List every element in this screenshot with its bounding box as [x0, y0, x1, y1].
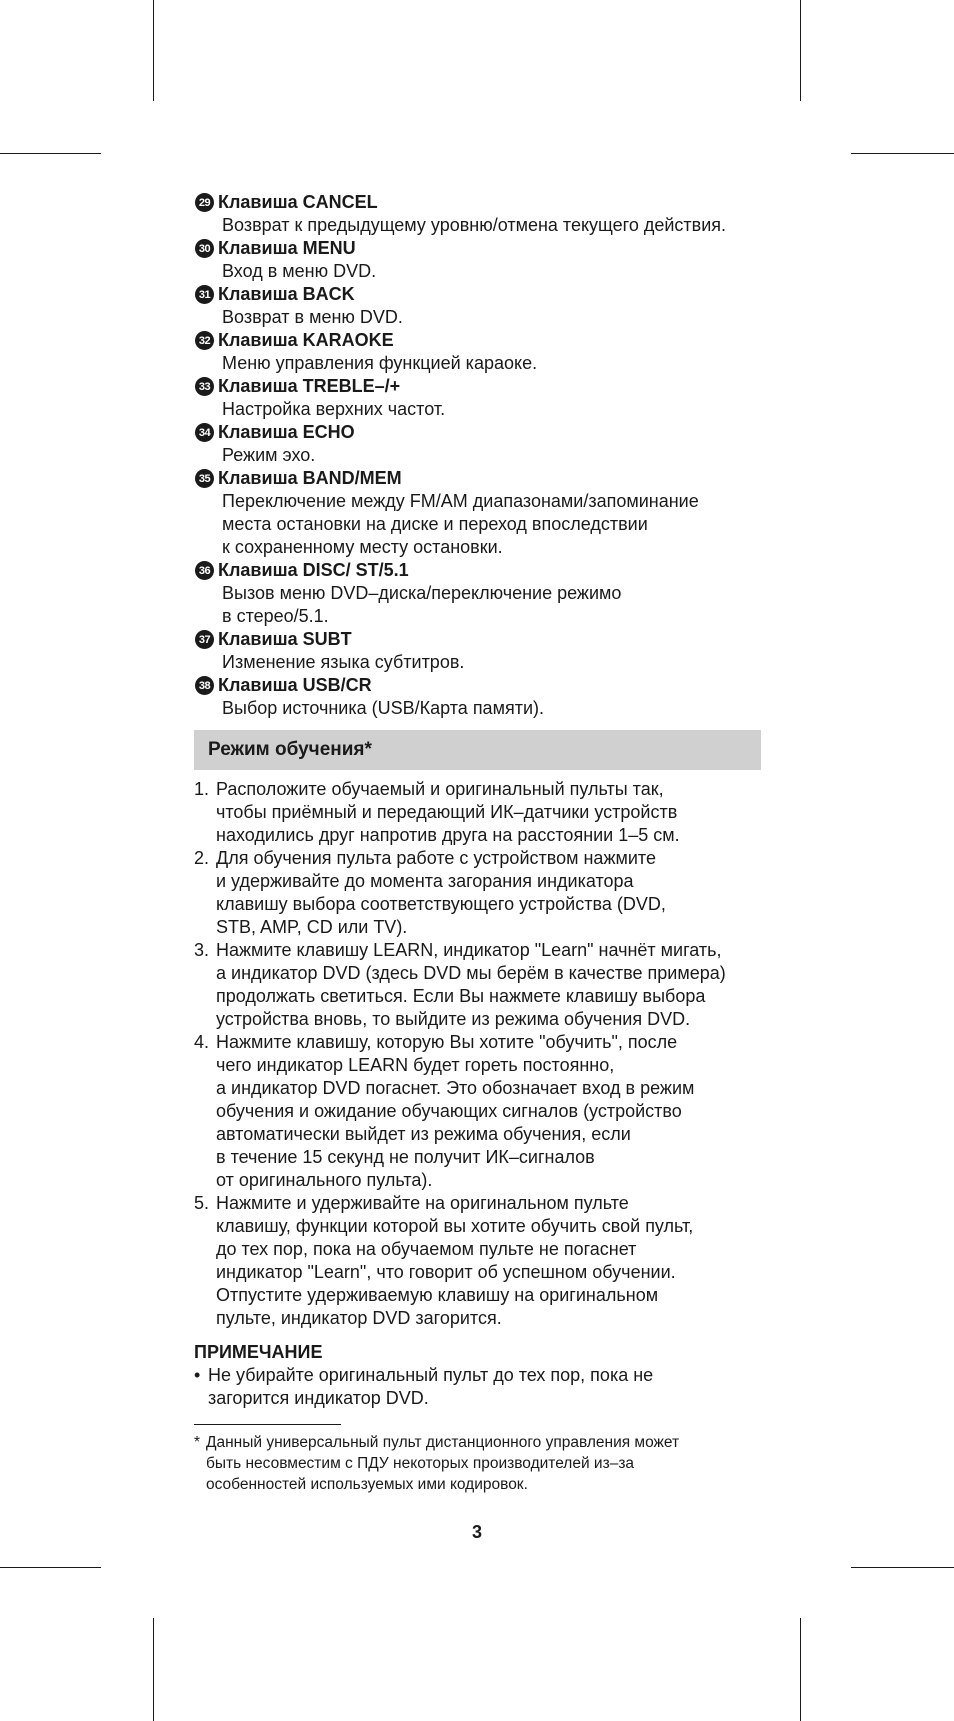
- step-text: Расположите обучаемый и оригинальный пульты так, чтобы приёмный и передающий ИК–датчики устройств находились друг напротив друга на расстоянии 1–5 см.: [216, 779, 680, 845]
- section-header: [194, 730, 761, 770]
- crop-mark: [851, 153, 954, 154]
- step-text: Нажмите клавишу, которую Вы хотите "обучить", после чего индикатор LEARN будет гореть постоянно, а индикатор DVD погаснет. Это обозначает вход в режим обучения и ожидание обучающих сигналов (устройство автоматически выйдет из режима обучения, если в течение 15 секунд не получит ИК–сигналов от оригинального пульта).: [216, 1032, 695, 1190]
- note-text: Не убирайте оригинальный пульт до тех пор, пока не загорится индикатор DVD.: [208, 1365, 654, 1408]
- key-item: [195, 329, 775, 375]
- key-title: Клавиша BACK: [218, 284, 355, 304]
- number-badge-icon: 35: [195, 469, 214, 488]
- footnote: [194, 1432, 774, 1495]
- number-badge-icon: 33: [195, 377, 214, 396]
- key-item: [195, 628, 775, 674]
- key-list: [195, 191, 775, 720]
- step-number: 4.: [194, 1032, 210, 1052]
- step-number: 1.: [194, 779, 210, 799]
- step-item: [194, 847, 774, 939]
- number-badge-icon: 36: [195, 561, 214, 580]
- note-item: [194, 1364, 774, 1410]
- key-description: Выбор источника (USB/Карта памяти).: [222, 698, 544, 718]
- note-block: [194, 1341, 774, 1410]
- key-description: Вход в меню DVD.: [222, 261, 377, 281]
- key-title: Клавиша BAND/MEM: [218, 468, 402, 488]
- key-description: Возврат в меню DVD.: [222, 307, 403, 327]
- key-item: [195, 421, 775, 467]
- crop-mark: [153, 1618, 154, 1721]
- key-description: Вызов меню DVD–диска/переключение режимо в стерео/5.1.: [222, 583, 622, 626]
- key-item: [195, 559, 775, 628]
- key-title: Клавиша DISC/ ST/5.1: [218, 560, 409, 580]
- key-item: [195, 674, 775, 720]
- key-item: [195, 191, 775, 237]
- number-badge-icon: 38: [195, 676, 214, 695]
- key-item: [195, 283, 775, 329]
- key-title: Клавиша MENU: [218, 238, 356, 258]
- step-item: [194, 1192, 774, 1330]
- key-title: Клавиша TREBLE–/+: [218, 376, 401, 396]
- bullet-icon: •: [194, 1365, 201, 1385]
- key-title: Клавиша SUBT: [218, 629, 352, 649]
- number-badge-icon: 30: [195, 239, 214, 258]
- note-title: ПРИМЕЧАНИЕ: [194, 1342, 323, 1362]
- number-badge-icon: 37: [195, 630, 214, 649]
- step-item: [194, 778, 774, 847]
- key-description: Настройка верхних частот.: [222, 399, 446, 419]
- step-text: Для обучения пульта работе с устройством нажмите и удерживайте до момента загорания индикатора клавишу выбора соответствующего устройства (DVD, STB, AMP, CD или TV).: [216, 848, 666, 937]
- crop-mark: [800, 1618, 801, 1721]
- step-number: 2.: [194, 848, 210, 868]
- section-title: Режим обучения*: [208, 739, 372, 760]
- footnote-text: Данный универсальный пульт дистанционного управления может быть несовместим с ПДУ некоторых производителей из–за особенностей используемых ими кодировок.: [206, 1434, 680, 1493]
- steps-list: [194, 778, 774, 1330]
- key-description: Возврат к предыдущему уровню/отмена текущего действия.: [222, 215, 727, 235]
- key-item: [195, 375, 775, 421]
- crop-mark: [851, 1567, 954, 1568]
- step-number: 3.: [194, 940, 210, 960]
- footnote-mark: *: [194, 1434, 201, 1451]
- crop-mark: [800, 0, 801, 101]
- key-description: Переключение между FM/AM диапазонами/запоминание места остановки на диске и переход впоследствии к сохраненному месту остановки.: [222, 491, 699, 557]
- footnote-rule: [194, 1424, 341, 1425]
- step-item: [194, 939, 774, 1031]
- key-item: [195, 237, 775, 283]
- step-item: [194, 1031, 774, 1192]
- key-title: Клавиша CANCEL: [218, 192, 378, 212]
- page-number: 3: [471, 1522, 482, 1542]
- crop-mark: [153, 0, 154, 101]
- number-badge-icon: 32: [195, 331, 214, 350]
- step-text: Нажмите клавишу LEARN, индикатор "Learn" начнёт мигать, а индикатор DVD (здесь DVD мы берём в качестве примера) продолжать светиться. Если Вы нажмете клавишу выбора устройства вновь, то выйдите из режима обучения DVD.: [216, 940, 726, 1029]
- number-badge-icon: 31: [195, 285, 214, 304]
- key-title: Клавиша USB/CR: [218, 675, 372, 695]
- number-badge-icon: 34: [195, 423, 214, 442]
- key-description: Меню управления функцией караоке.: [222, 353, 538, 373]
- crop-mark: [0, 153, 101, 154]
- crop-mark: [0, 1567, 101, 1568]
- step-text: Нажмите и удерживайте на оригинальном пульте клавишу, функции которой вы хотите обучить свой пульт, до тех пор, пока на обучаемом пульте не погаснет индикатор "Learn", что говорит об успешном обучении. Отпустите удерживаемую клавишу на оригинальном пульте, индикатор DVD загорится.: [216, 1193, 694, 1328]
- step-number: 5.: [194, 1193, 210, 1213]
- key-description: Режим эхо.: [222, 445, 316, 465]
- key-description: Изменение языка субтитров.: [222, 652, 465, 672]
- key-item: [195, 467, 775, 559]
- key-title: Клавиша KARAOKE: [218, 330, 394, 350]
- number-badge-icon: 29: [195, 193, 214, 212]
- key-title: Клавиша ECHO: [218, 422, 355, 442]
